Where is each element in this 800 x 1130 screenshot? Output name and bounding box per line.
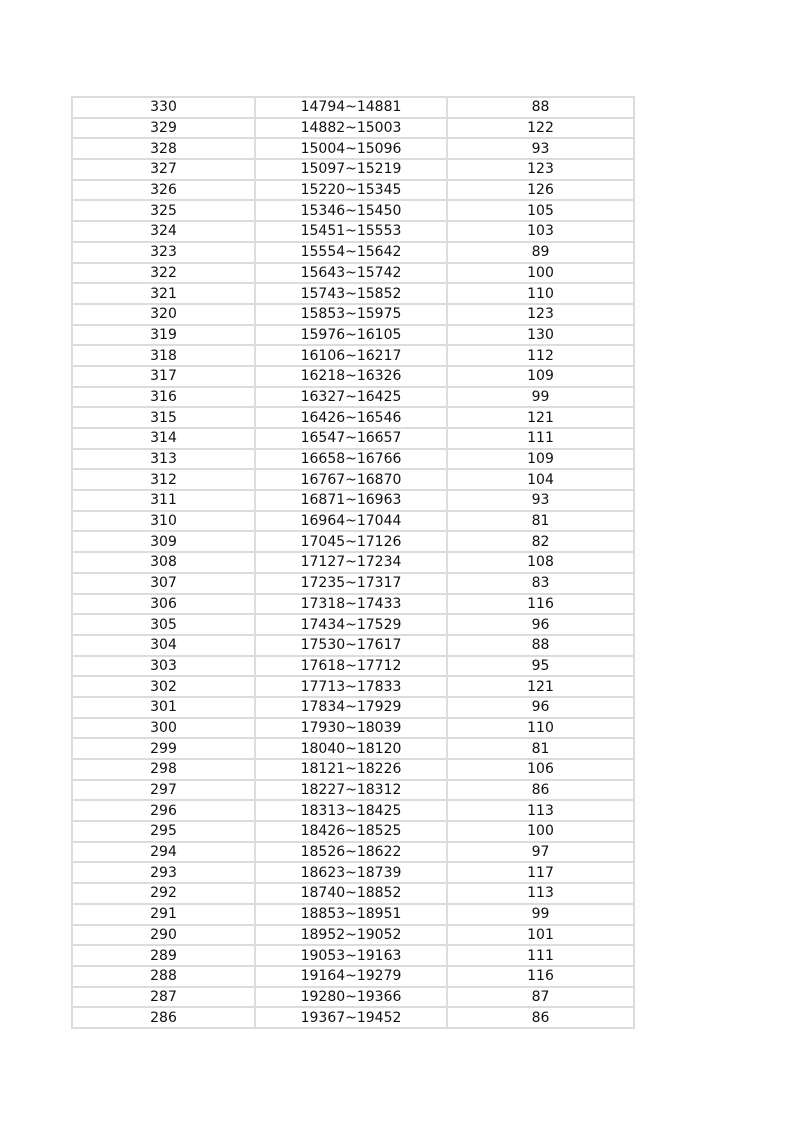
table-row bbox=[72, 180, 634, 201]
table-row bbox=[72, 862, 634, 883]
score-cell: 321 bbox=[72, 283, 255, 304]
count-cell: 121 bbox=[447, 407, 634, 428]
rank-range-cell: 18853~18951 bbox=[255, 904, 447, 925]
table-row bbox=[72, 469, 634, 490]
table-row bbox=[72, 325, 634, 346]
rank-range-cell: 15853~15975 bbox=[255, 304, 447, 325]
rank-range-cell: 16767~16870 bbox=[255, 469, 447, 490]
table-row bbox=[72, 511, 634, 532]
table-body bbox=[72, 97, 634, 1028]
count-cell: 111 bbox=[447, 428, 634, 449]
table-row bbox=[72, 366, 634, 387]
table-row bbox=[72, 97, 634, 118]
table-row bbox=[72, 842, 634, 863]
rank-range-cell: 16964~17044 bbox=[255, 511, 447, 532]
score-cell: 293 bbox=[72, 862, 255, 883]
rank-range-cell: 15220~15345 bbox=[255, 180, 447, 201]
rank-range-cell: 18740~18852 bbox=[255, 883, 447, 904]
table-row bbox=[72, 966, 634, 987]
table-row bbox=[72, 594, 634, 615]
rank-range-cell: 17045~17126 bbox=[255, 531, 447, 552]
table-row bbox=[72, 718, 634, 739]
count-cell: 117 bbox=[447, 862, 634, 883]
table-row bbox=[72, 387, 634, 408]
score-cell: 287 bbox=[72, 987, 255, 1008]
rank-range-cell: 19164~19279 bbox=[255, 966, 447, 987]
score-cell: 300 bbox=[72, 718, 255, 739]
rank-range-cell: 17930~18039 bbox=[255, 718, 447, 739]
count-cell: 105 bbox=[447, 200, 634, 221]
score-cell: 310 bbox=[72, 511, 255, 532]
score-cell: 308 bbox=[72, 552, 255, 573]
rank-range-cell: 15743~15852 bbox=[255, 283, 447, 304]
table-row bbox=[72, 697, 634, 718]
score-cell: 315 bbox=[72, 407, 255, 428]
count-cell: 116 bbox=[447, 594, 634, 615]
rank-range-cell: 16871~16963 bbox=[255, 490, 447, 511]
score-cell: 325 bbox=[72, 200, 255, 221]
count-cell: 109 bbox=[447, 449, 634, 470]
table-row bbox=[72, 800, 634, 821]
score-cell: 296 bbox=[72, 800, 255, 821]
rank-range-cell: 18121~18226 bbox=[255, 759, 447, 780]
count-cell: 121 bbox=[447, 676, 634, 697]
count-cell: 83 bbox=[447, 573, 634, 594]
count-cell: 93 bbox=[447, 490, 634, 511]
rank-range-cell: 17834~17929 bbox=[255, 697, 447, 718]
score-cell: 316 bbox=[72, 387, 255, 408]
table-row bbox=[72, 987, 634, 1008]
score-rank-table bbox=[71, 96, 635, 1029]
count-cell: 86 bbox=[447, 780, 634, 801]
count-cell: 89 bbox=[447, 242, 634, 263]
count-cell: 116 bbox=[447, 966, 634, 987]
rank-range-cell: 15004~15096 bbox=[255, 138, 447, 159]
score-cell: 292 bbox=[72, 883, 255, 904]
rank-range-cell: 17713~17833 bbox=[255, 676, 447, 697]
rank-range-cell: 18623~18739 bbox=[255, 862, 447, 883]
rank-range-cell: 18313~18425 bbox=[255, 800, 447, 821]
table-row bbox=[72, 759, 634, 780]
rank-range-cell: 16547~16657 bbox=[255, 428, 447, 449]
rank-range-cell: 15451~15553 bbox=[255, 221, 447, 242]
table-row bbox=[72, 904, 634, 925]
score-cell: 314 bbox=[72, 428, 255, 449]
score-cell: 323 bbox=[72, 242, 255, 263]
count-cell: 99 bbox=[447, 904, 634, 925]
count-cell: 109 bbox=[447, 366, 634, 387]
rank-range-cell: 17434~17529 bbox=[255, 614, 447, 635]
score-cell: 317 bbox=[72, 366, 255, 387]
count-cell: 130 bbox=[447, 325, 634, 346]
rank-range-cell: 17318~17433 bbox=[255, 594, 447, 615]
count-cell: 96 bbox=[447, 614, 634, 635]
count-cell: 106 bbox=[447, 759, 634, 780]
score-cell: 309 bbox=[72, 531, 255, 552]
count-cell: 101 bbox=[447, 925, 634, 946]
table-row bbox=[72, 821, 634, 842]
table-row bbox=[72, 345, 634, 366]
score-cell: 294 bbox=[72, 842, 255, 863]
table-row bbox=[72, 490, 634, 511]
table-row bbox=[72, 635, 634, 656]
score-cell: 289 bbox=[72, 945, 255, 966]
rank-range-cell: 16426~16546 bbox=[255, 407, 447, 428]
score-cell: 320 bbox=[72, 304, 255, 325]
rank-range-cell: 17127~17234 bbox=[255, 552, 447, 573]
score-cell: 318 bbox=[72, 345, 255, 366]
table-row bbox=[72, 242, 634, 263]
count-cell: 113 bbox=[447, 800, 634, 821]
count-cell: 111 bbox=[447, 945, 634, 966]
score-cell: 327 bbox=[72, 159, 255, 180]
rank-range-cell: 15643~15742 bbox=[255, 263, 447, 284]
score-cell: 302 bbox=[72, 676, 255, 697]
count-cell: 88 bbox=[447, 635, 634, 656]
count-cell: 99 bbox=[447, 387, 634, 408]
count-cell: 88 bbox=[447, 97, 634, 118]
count-cell: 122 bbox=[447, 118, 634, 139]
table-row bbox=[72, 200, 634, 221]
count-cell: 87 bbox=[447, 987, 634, 1008]
count-cell: 100 bbox=[447, 821, 634, 842]
score-cell: 305 bbox=[72, 614, 255, 635]
table-row bbox=[72, 552, 634, 573]
score-cell: 286 bbox=[72, 1007, 255, 1028]
score-cell: 319 bbox=[72, 325, 255, 346]
rank-range-cell: 17618~17712 bbox=[255, 656, 447, 677]
table-row bbox=[72, 925, 634, 946]
score-cell: 326 bbox=[72, 180, 255, 201]
table-row bbox=[72, 407, 634, 428]
rank-range-cell: 15346~15450 bbox=[255, 200, 447, 221]
count-cell: 123 bbox=[447, 159, 634, 180]
rank-range-cell: 15097~15219 bbox=[255, 159, 447, 180]
table-row bbox=[72, 283, 634, 304]
rank-range-cell: 19053~19163 bbox=[255, 945, 447, 966]
score-cell: 298 bbox=[72, 759, 255, 780]
count-cell: 113 bbox=[447, 883, 634, 904]
score-cell: 324 bbox=[72, 221, 255, 242]
score-cell: 328 bbox=[72, 138, 255, 159]
count-cell: 95 bbox=[447, 656, 634, 677]
table-row bbox=[72, 304, 634, 325]
score-cell: 303 bbox=[72, 656, 255, 677]
rank-range-cell: 17235~17317 bbox=[255, 573, 447, 594]
rank-range-cell: 18952~19052 bbox=[255, 925, 447, 946]
rank-range-cell: 14882~15003 bbox=[255, 118, 447, 139]
table-row bbox=[72, 449, 634, 470]
score-cell: 301 bbox=[72, 697, 255, 718]
count-cell: 110 bbox=[447, 283, 634, 304]
table-row bbox=[72, 676, 634, 697]
table-row bbox=[72, 883, 634, 904]
score-cell: 304 bbox=[72, 635, 255, 656]
table-row bbox=[72, 614, 634, 635]
rank-range-cell: 17530~17617 bbox=[255, 635, 447, 656]
score-cell: 330 bbox=[72, 97, 255, 118]
rank-range-cell: 16218~16326 bbox=[255, 366, 447, 387]
count-cell: 96 bbox=[447, 697, 634, 718]
rank-range-cell: 19367~19452 bbox=[255, 1007, 447, 1028]
table-row bbox=[72, 1007, 634, 1028]
score-cell: 295 bbox=[72, 821, 255, 842]
score-cell: 297 bbox=[72, 780, 255, 801]
table-row bbox=[72, 738, 634, 759]
count-cell: 104 bbox=[447, 469, 634, 490]
count-cell: 81 bbox=[447, 511, 634, 532]
table-row bbox=[72, 573, 634, 594]
score-cell: 313 bbox=[72, 449, 255, 470]
rank-range-cell: 18526~18622 bbox=[255, 842, 447, 863]
table-row bbox=[72, 159, 634, 180]
count-cell: 110 bbox=[447, 718, 634, 739]
rank-range-cell: 16658~16766 bbox=[255, 449, 447, 470]
rank-range-cell: 19280~19366 bbox=[255, 987, 447, 1008]
score-cell: 306 bbox=[72, 594, 255, 615]
count-cell: 123 bbox=[447, 304, 634, 325]
count-cell: 108 bbox=[447, 552, 634, 573]
table-row bbox=[72, 531, 634, 552]
count-cell: 93 bbox=[447, 138, 634, 159]
count-cell: 103 bbox=[447, 221, 634, 242]
rank-range-cell: 15976~16105 bbox=[255, 325, 447, 346]
table-row bbox=[72, 221, 634, 242]
count-cell: 112 bbox=[447, 345, 634, 366]
count-cell: 81 bbox=[447, 738, 634, 759]
table-row bbox=[72, 428, 634, 449]
table-row bbox=[72, 118, 634, 139]
count-cell: 100 bbox=[447, 263, 634, 284]
score-cell: 312 bbox=[72, 469, 255, 490]
rank-range-cell: 15554~15642 bbox=[255, 242, 447, 263]
score-cell: 299 bbox=[72, 738, 255, 759]
count-cell: 97 bbox=[447, 842, 634, 863]
score-cell: 311 bbox=[72, 490, 255, 511]
table-row bbox=[72, 945, 634, 966]
score-cell: 291 bbox=[72, 904, 255, 925]
count-cell: 126 bbox=[447, 180, 634, 201]
rank-range-cell: 18227~18312 bbox=[255, 780, 447, 801]
rank-range-cell: 18426~18525 bbox=[255, 821, 447, 842]
rank-range-cell: 16327~16425 bbox=[255, 387, 447, 408]
score-cell: 322 bbox=[72, 263, 255, 284]
score-cell: 329 bbox=[72, 118, 255, 139]
score-cell: 290 bbox=[72, 925, 255, 946]
table-row bbox=[72, 263, 634, 284]
rank-range-cell: 18040~18120 bbox=[255, 738, 447, 759]
table-row bbox=[72, 780, 634, 801]
rank-range-cell: 16106~16217 bbox=[255, 345, 447, 366]
score-cell: 288 bbox=[72, 966, 255, 987]
count-cell: 82 bbox=[447, 531, 634, 552]
rank-range-cell: 14794~14881 bbox=[255, 97, 447, 118]
count-cell: 86 bbox=[447, 1007, 634, 1028]
table-row bbox=[72, 138, 634, 159]
table-row bbox=[72, 656, 634, 677]
score-cell: 307 bbox=[72, 573, 255, 594]
